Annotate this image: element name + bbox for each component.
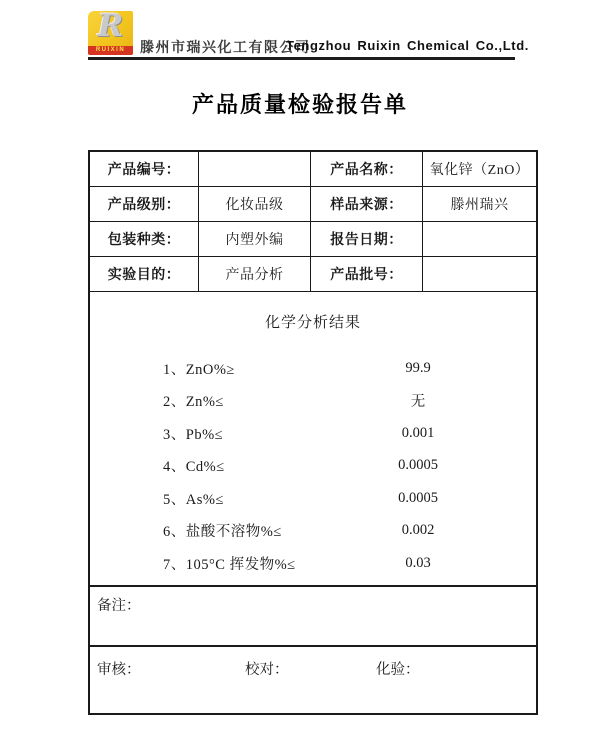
analysis-item-name: 2、Zn%≤ <box>163 394 224 411</box>
analysis-item-value: 无 <box>410 394 426 411</box>
analysis-row-zn <box>90 385 536 418</box>
info-value-product-name: 氧化锌（ZnO） <box>423 152 536 187</box>
signature-proofread-label: 校对： <box>245 662 289 678</box>
info-label-report-date: 报告日期： <box>311 222 423 257</box>
analysis-section <box>90 292 536 587</box>
page-title: 产品质量检验报告单 <box>191 92 408 117</box>
analysis-item-value: 0.0005 <box>398 457 438 474</box>
analysis-item-value: 0.0005 <box>398 489 438 506</box>
info-grid <box>90 152 536 292</box>
analysis-item-name: 3、Pb%≤ <box>163 426 224 443</box>
info-label-batch-no: 产品批号： <box>311 257 423 292</box>
analysis-row-hcl-insoluble <box>90 515 536 548</box>
info-value-product-grade: 化妆品级 <box>199 187 311 222</box>
signature-test-label: 化验： <box>376 662 420 678</box>
info-value-batch-no <box>423 257 536 292</box>
logo-r-glyph: R <box>97 8 124 44</box>
analysis-row-cd <box>90 450 536 483</box>
info-label-product-grade: 产品级别： <box>90 187 199 222</box>
info-label-product-no: 产品编号： <box>90 152 199 187</box>
info-value-sample-source: 滕州瑞兴 <box>423 187 536 222</box>
info-label-sample-source: 样品来源： <box>311 187 423 222</box>
company-name-en: Tengzhou Ruixin Chemical Co.,Ltd. <box>286 38 529 53</box>
logo-brand-text: RUIXIN <box>88 46 133 55</box>
report-table <box>88 150 538 715</box>
analysis-row-pb <box>90 417 536 450</box>
info-label-test-purpose: 实验目的： <box>90 257 199 292</box>
company-logo <box>88 8 133 55</box>
remarks-section <box>90 587 536 647</box>
signatures-section <box>90 647 536 713</box>
analysis-row-volatiles <box>90 547 536 580</box>
analysis-item-value: 0.03 <box>405 554 431 571</box>
analysis-item-value: 99.9 <box>405 359 431 376</box>
info-value-package-type: 内塑外编 <box>199 222 311 257</box>
signature-review-label: 审核： <box>97 662 141 678</box>
info-value-product-no <box>199 152 311 187</box>
analysis-row-zno <box>90 352 536 385</box>
analysis-item-name: 1、ZnO%≥ <box>163 361 235 378</box>
analysis-row-as <box>90 482 536 515</box>
analysis-item-name: 4、Cd%≤ <box>163 459 225 476</box>
info-value-test-purpose: 产品分析 <box>199 257 311 292</box>
remarks-label: 备注： <box>97 598 141 614</box>
analysis-items <box>90 352 536 580</box>
analysis-item-name: 6、盐酸不溶物%≤ <box>163 524 282 541</box>
analysis-item-name: 7、105°C 挥发物%≤ <box>163 556 296 573</box>
info-value-report-date <box>423 222 536 257</box>
analysis-item-name: 5、As%≤ <box>163 491 224 508</box>
info-label-product-name: 产品名称： <box>311 152 423 187</box>
header-divider <box>88 57 515 60</box>
company-name-cn: 滕州市瑞兴化工有限公司 <box>140 41 311 56</box>
analysis-heading: 化学分析结果 <box>264 315 361 331</box>
analysis-item-value: 0.001 <box>401 424 435 441</box>
info-label-package-type: 包装种类： <box>90 222 199 257</box>
analysis-item-value: 0.002 <box>401 522 435 539</box>
